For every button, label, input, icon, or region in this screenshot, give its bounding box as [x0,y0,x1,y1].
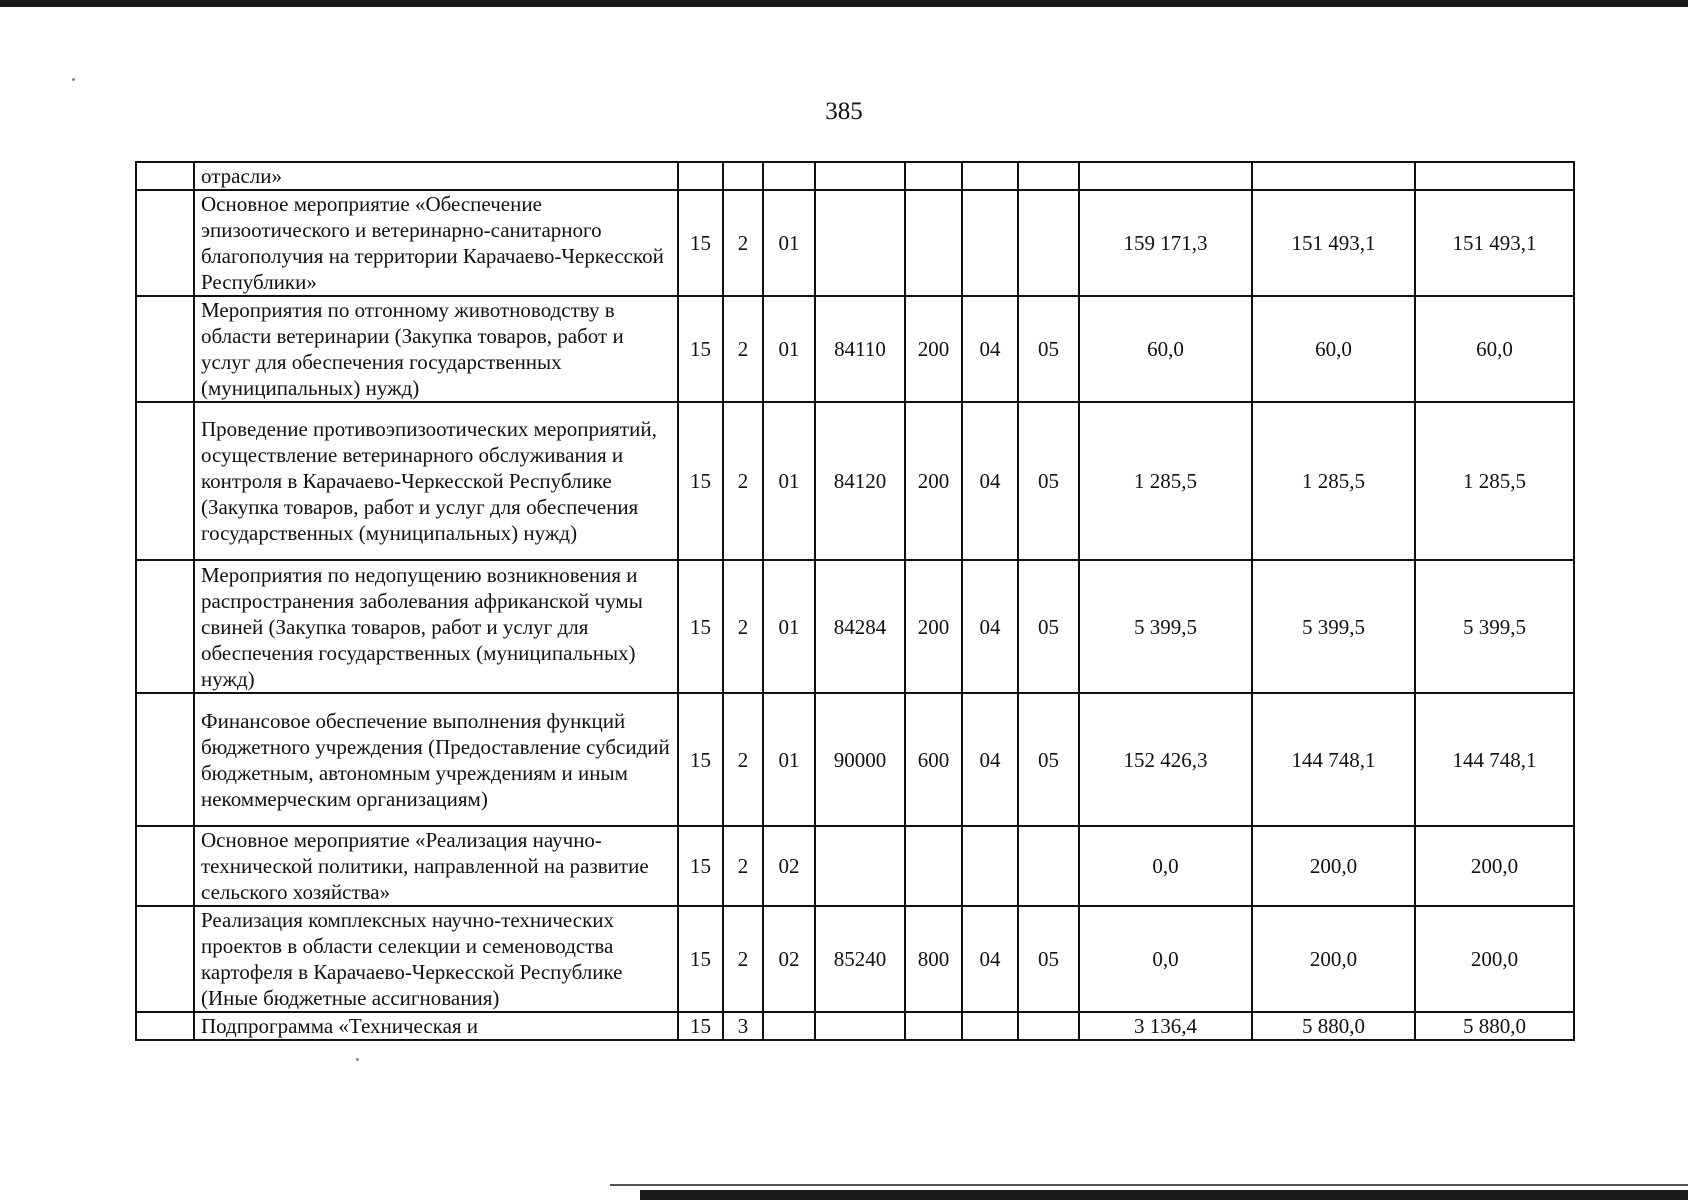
code-subprogram-cell: 2 [723,190,763,296]
code-event-cell: 02 [763,906,815,1012]
amount-year1-cell [1079,162,1252,190]
code-direction-cell: 84110 [815,296,905,402]
code-chapter-cell: 15 [678,826,723,906]
amount-year1-cell: 0,0 [1079,826,1252,906]
code-direction-cell [815,162,905,190]
table-row [136,296,1574,402]
scan-speck [72,78,75,81]
code-direction-cell: 90000 [815,693,905,826]
description-cell: Основное мероприятие «Реализация научно-технической политики, направленной на развитие сельского хозяйства» [194,826,678,906]
code-subsection-cell: 05 [1018,693,1079,826]
code-subprogram-cell: 2 [723,560,763,693]
code-expense-type-cell: 600 [905,693,962,826]
code-chapter-cell: 15 [678,296,723,402]
code-chapter-cell: 15 [678,1012,723,1040]
description-cell: Подпрограмма «Техническая и [194,1012,678,1040]
amount-year2-cell: 151 493,1 [1252,190,1415,296]
amount-year2-cell: 5 880,0 [1252,1012,1415,1040]
code-subsection-cell: 05 [1018,560,1079,693]
code-event-cell: 01 [763,190,815,296]
table-row [136,693,1574,826]
code-direction-cell [815,190,905,296]
amount-year1-cell: 152 426,3 [1079,693,1252,826]
code-chapter-cell: 15 [678,190,723,296]
code-section-cell: 04 [962,560,1018,693]
code-subprogram-cell: 3 [723,1012,763,1040]
code-expense-type-cell [905,190,962,296]
row-number-cell [136,560,194,693]
code-chapter-cell: 15 [678,560,723,693]
code-event-cell: 01 [763,693,815,826]
amount-year2-cell: 200,0 [1252,906,1415,1012]
code-subprogram-cell: 2 [723,906,763,1012]
code-section-cell: 04 [962,906,1018,1012]
row-number-cell [136,190,194,296]
amount-year2-cell [1252,162,1415,190]
code-section-cell: 04 [962,402,1018,560]
amount-year3-cell: 144 748,1 [1415,693,1574,826]
code-section-cell [962,190,1018,296]
description-cell: Мероприятия по недопущению возникновения и распространения заболевания африканской чумы свиней (Закупка товаров, работ и услуг для обеспечения государственных (муниципальных) нужд) [194,560,678,693]
amount-year3-cell: 5 399,5 [1415,560,1574,693]
code-chapter-cell [678,162,723,190]
code-expense-type-cell [905,826,962,906]
code-direction-cell [815,826,905,906]
amount-year3-cell: 151 493,1 [1415,190,1574,296]
scan-edge-bottom-line [610,1184,1688,1186]
scan-edge-top [0,0,1688,7]
amount-year1-cell: 159 171,3 [1079,190,1252,296]
amount-year3-cell: 5 880,0 [1415,1012,1574,1040]
code-event-cell: 02 [763,826,815,906]
description-cell: Реализация комплексных научно-технических проектов в области селекции и семеноводства картофеля в Карачаево-Черкесской Республике (Иные бюджетные ассигнования) [194,906,678,1012]
table-row [136,162,1574,190]
row-number-cell [136,826,194,906]
code-section-cell [962,1012,1018,1040]
code-subprogram-cell: 2 [723,693,763,826]
amount-year2-cell: 144 748,1 [1252,693,1415,826]
code-expense-type-cell: 800 [905,906,962,1012]
table-row [136,826,1574,906]
description-cell: Проведение противоэпизоотических мероприятий, осуществление ветеринарного обслуживания и контроля в Карачаево-Черкесской Республике (Закупка товаров, работ и услуг для обеспечения государственных (муниципальных) нужд) [194,402,678,560]
code-event-cell: 01 [763,560,815,693]
description-cell: Мероприятия по отгонному животноводству в области ветеринарии (Закупка товаров, работ и услуг для обеспечения государственных (муниципальных) нужд) [194,296,678,402]
scan-speck [356,1058,359,1061]
amount-year3-cell: 1 285,5 [1415,402,1574,560]
code-direction-cell [815,1012,905,1040]
amount-year1-cell: 3 136,4 [1079,1012,1252,1040]
code-direction-cell: 84284 [815,560,905,693]
code-direction-cell: 84120 [815,402,905,560]
row-number-cell [136,693,194,826]
budget-table [135,161,1575,1041]
table-row [136,190,1574,296]
code-chapter-cell: 15 [678,906,723,1012]
code-expense-type-cell: 200 [905,296,962,402]
code-section-cell [962,162,1018,190]
amount-year2-cell: 1 285,5 [1252,402,1415,560]
code-subsection-cell: 05 [1018,296,1079,402]
code-expense-type-cell [905,162,962,190]
row-number-cell [136,296,194,402]
code-event-cell: 01 [763,296,815,402]
row-number-cell [136,162,194,190]
table-row [136,402,1574,560]
table-row [136,560,1574,693]
code-section-cell: 04 [962,693,1018,826]
code-direction-cell: 85240 [815,906,905,1012]
code-section-cell: 04 [962,296,1018,402]
code-event-cell [763,162,815,190]
code-subsection-cell: 05 [1018,906,1079,1012]
description-cell: Основное мероприятие «Обеспечение эпизоотического и ветеринарно-санитарного благополучия на территории Карачаево-Черкесской Республики» [194,190,678,296]
amount-year3-cell [1415,162,1574,190]
amount-year3-cell: 200,0 [1415,906,1574,1012]
code-subsection-cell [1018,162,1079,190]
code-subsection-cell: 05 [1018,402,1079,560]
code-event-cell: 01 [763,402,815,560]
code-chapter-cell: 15 [678,693,723,826]
code-subprogram-cell: 2 [723,296,763,402]
code-expense-type-cell [905,1012,962,1040]
amount-year1-cell: 0,0 [1079,906,1252,1012]
page-number: 385 [825,98,863,125]
row-number-cell [136,402,194,560]
code-subprogram-cell [723,162,763,190]
description-cell: отрасли» [194,162,678,190]
amount-year3-cell: 60,0 [1415,296,1574,402]
amount-year2-cell: 60,0 [1252,296,1415,402]
code-event-cell [763,1012,815,1040]
code-subprogram-cell: 2 [723,826,763,906]
table-row [136,906,1574,1012]
amount-year1-cell: 1 285,5 [1079,402,1252,560]
code-subsection-cell [1018,190,1079,296]
amount-year1-cell: 5 399,5 [1079,560,1252,693]
scan-edge-bottom [640,1190,1688,1200]
code-section-cell [962,826,1018,906]
row-number-cell [136,1012,194,1040]
amount-year2-cell: 5 399,5 [1252,560,1415,693]
amount-year2-cell: 200,0 [1252,826,1415,906]
code-subprogram-cell: 2 [723,402,763,560]
code-subsection-cell [1018,1012,1079,1040]
description-cell: Финансовое обеспечение выполнения функций бюджетного учреждения (Предоставление субсидий бюджетным, автономным учреждениям и иным некоммерческим организациям) [194,693,678,826]
code-chapter-cell: 15 [678,402,723,560]
code-expense-type-cell: 200 [905,560,962,693]
code-subsection-cell [1018,826,1079,906]
amount-year3-cell: 200,0 [1415,826,1574,906]
code-expense-type-cell: 200 [905,402,962,560]
table-row [136,1012,1574,1040]
amount-year1-cell: 60,0 [1079,296,1252,402]
row-number-cell [136,906,194,1012]
